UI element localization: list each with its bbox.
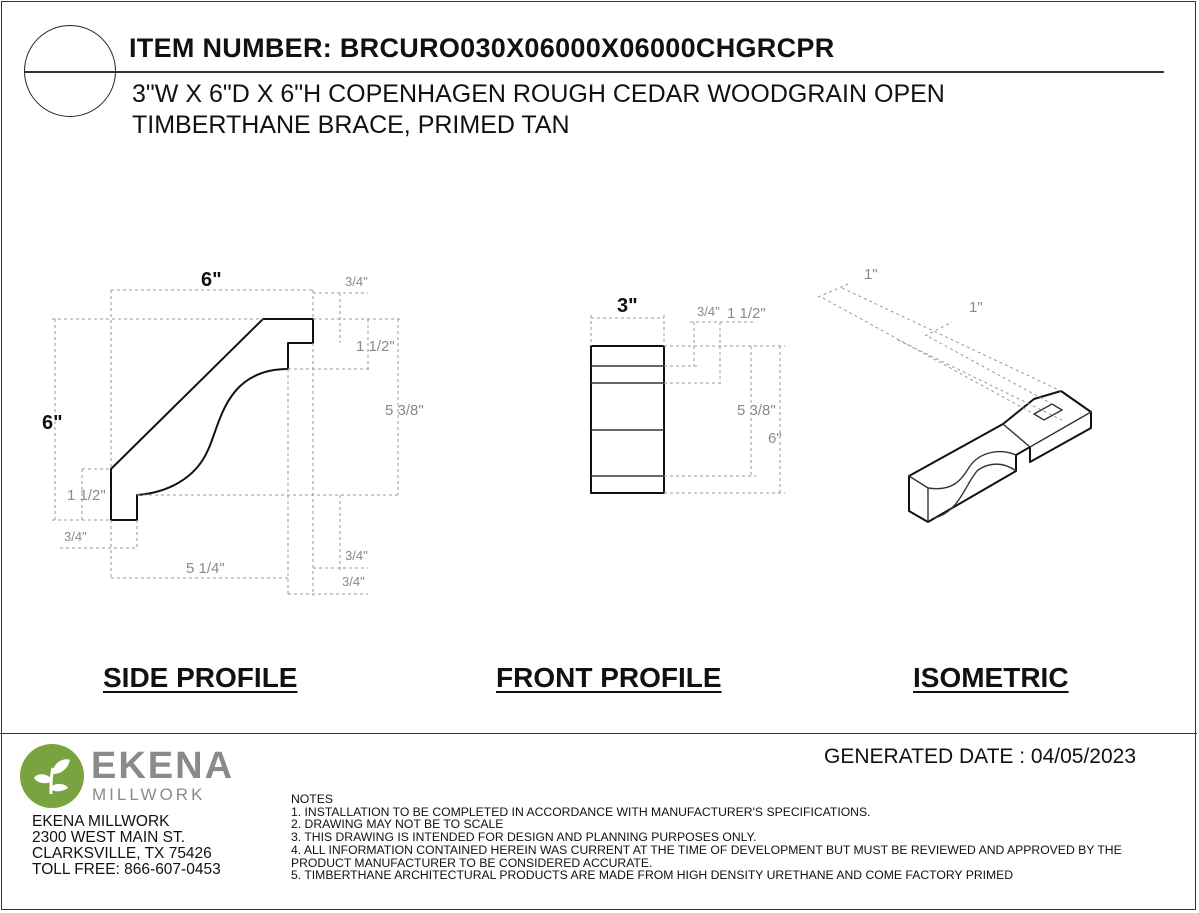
front-width-label: 3" [617, 295, 638, 317]
front-height-label: 6" [768, 430, 782, 447]
address-line: TOLL FREE: 866-607-0453 [32, 861, 221, 878]
leaf-logo-icon [20, 744, 84, 808]
side-right-gap-1-label: 3/4" [345, 548, 368, 563]
front-top-gap-label: 3/4" [697, 304, 720, 319]
side-width-label: 6" [201, 269, 222, 291]
side-bottom-width-label: 5 1/4" [186, 560, 225, 577]
side-top-step-label: 1 1/2" [356, 338, 395, 355]
notes-title: NOTES [291, 792, 333, 806]
note-item: 3. THIS DRAWING IS INTENDED FOR DESIGN AND PLANNING PURPOSES ONLY. [291, 830, 757, 845]
isometric-view [818, 266, 1091, 522]
front-profile-label: FRONT PROFILE [496, 662, 722, 693]
side-right-height-label: 5 3/8" [385, 402, 424, 419]
notes-block [291, 793, 1181, 882]
note-item: 5. TIMBERTHANE ARCHITECTURAL PRODUCTS ARE MADE FROM HIGH DENSITY URETHANE AND COME FACTORY PRIMED [291, 868, 1014, 883]
side-profile-label: SIDE PROFILE [103, 662, 298, 693]
side-bottom-gap-label: 3/4" [64, 529, 87, 544]
generated-date: GENERATED DATE : 04/05/2023 [824, 745, 1137, 768]
front-profile [591, 295, 785, 493]
address-line: 2300 WEST MAIN ST. [32, 829, 186, 846]
note-item: 1. INSTALLATION TO BE COMPLETED IN ACCORDANCE WITH MANUFACTURER'S SPECIFICATIONS. [291, 804, 871, 819]
note-item: 4. ALL INFORMATION CONTAINED HEREIN WAS CURRENT AT THE TIME OF DEVELOPMENT BUT MUST BE REVIEWED AND APPROVED BY THE PRODUCT MANUFACTURER TO BE CONSIDERED ACCURATE. [291, 842, 1122, 870]
front-outline [591, 346, 664, 493]
side-right-gap-2-label: 3/4" [342, 574, 365, 589]
brand-subtitle: MILLWORK [92, 785, 206, 804]
side-outline [111, 319, 313, 520]
address-line: EKENA MILLWORK [32, 813, 170, 830]
iso-dim-b-label: 1" [969, 299, 983, 316]
company-logo [20, 744, 235, 810]
description-line-1: 3"W X 6"D X 6"H COPENHAGEN ROUGH CEDAR WOODGRAIN OPEN [132, 80, 945, 108]
front-inner-height-label: 5 3/8" [737, 402, 776, 419]
brand-name: EKENA [91, 745, 235, 787]
item-number: ITEM NUMBER: BRCURO030X06000X06000CHGRCPR [129, 33, 835, 63]
side-top-gap-label: 3/4" [345, 274, 368, 289]
side-profile [42, 269, 424, 596]
isometric-label: ISOMETRIC [913, 662, 1069, 693]
iso-dim-a-label: 1" [864, 266, 878, 283]
side-height-label: 6" [42, 412, 63, 434]
description-line-2: TIMBERTHANE BRACE, PRIMED TAN [132, 111, 570, 139]
side-bottom-step-label: 1 1/2" [67, 487, 106, 504]
front-top-step-label: 1 1/2" [727, 305, 766, 322]
company-address [32, 814, 221, 878]
footer-rule [0, 733, 1197, 734]
address-line: CLARKSVILLE, TX 75426 [32, 845, 212, 862]
note-item: 2. DRAWING MAY NOT BE TO SCALE [291, 817, 504, 832]
